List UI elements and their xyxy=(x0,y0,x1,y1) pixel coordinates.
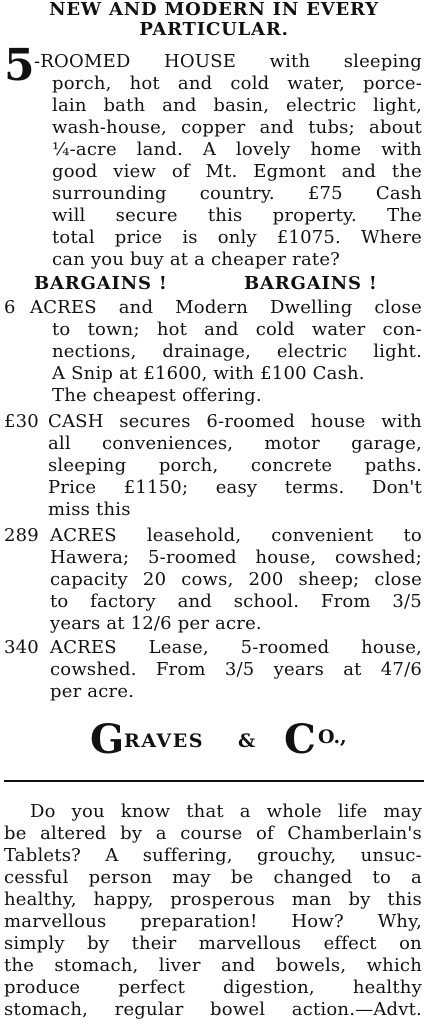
advert-line-5: healthy, happy, prosperous man by this xyxy=(4,889,422,910)
advert-line-3: Tablets? A suffering, grouchy, unsuc- xyxy=(4,845,422,866)
listing-3-line-1: ACRES leasehold, convenient to xyxy=(50,525,422,546)
advert-line-7: simply by their marvellous effect on xyxy=(4,933,422,954)
headline-line-2: PARTICULAR. xyxy=(139,19,289,40)
house-line-6: good view of Mt. Egmont and the xyxy=(52,161,422,182)
listing-1-line-4: A Snip at £1600, with £100 Cash. xyxy=(52,363,365,384)
listing-2-line-1: CASH secures 6-roomed house with xyxy=(48,411,422,432)
section-divider xyxy=(4,780,424,782)
advert-line-4: cessful person may be changed to a xyxy=(4,867,422,888)
listing-1-prefix: 6 xyxy=(4,297,16,318)
headline-line-1: NEW AND MODERN IN EVERY xyxy=(49,0,379,20)
listing-1-line-3: nections, drainage, electric light. xyxy=(52,341,422,362)
drop-cap-5: 5 xyxy=(4,40,35,91)
listing-4-line-2: cowshed. From 3/5 years at 47/6 xyxy=(50,659,422,680)
house-line-2: porch, hot and cold water, porce- xyxy=(52,73,422,94)
listing-3-line-2: Hawera; 5-roomed house, cowshed; xyxy=(50,547,422,568)
house-line-10: can you buy at a cheaper rate? xyxy=(52,249,341,270)
firm-initial-c: C xyxy=(284,716,316,763)
advert-line-8: the stomach, liver and bowels, which xyxy=(4,955,422,976)
listing-2-line-2: all conveniences, motor garage, xyxy=(48,433,422,454)
listing-2-line-5: miss this xyxy=(48,499,131,520)
house-line-9: total price is only £1075. Where xyxy=(52,227,422,248)
listing-1-line-1: ACRES and Modern Dwelling close xyxy=(30,297,422,318)
listing-3-line-3: capacity 20 cows, 200 sheep; close xyxy=(50,569,422,590)
firm-initial-g: G xyxy=(90,716,125,763)
listing-4-line-3: per acre. xyxy=(50,681,135,702)
bargains-left: BARGAINS ! xyxy=(34,273,168,294)
firm-name xyxy=(90,716,350,766)
house-line-1: -ROOMED HOUSE with sleeping xyxy=(34,51,422,72)
listing-3-prefix: 289 xyxy=(4,525,39,546)
listing-2-prefix: £30 xyxy=(4,411,39,432)
house-line-8: will secure this property. The xyxy=(52,205,422,226)
advert-line-10: stomach, regular bowel action.—Advt. xyxy=(4,999,422,1020)
listing-1-line-2: to town; hot and cold water con- xyxy=(52,319,422,340)
listing-3-line-5: years at 12/6 per acre. xyxy=(50,613,262,634)
house-line-4: wash-house, copper and tubs; about xyxy=(52,117,422,138)
advert-line-2: be altered by a course of Chamberlain's xyxy=(4,823,422,844)
house-line-7: surrounding country. £75 Cash xyxy=(52,183,422,204)
listing-1-line-5: The cheapest offering. xyxy=(52,385,262,406)
advert-line-6: marvellous preparation! How? Why, xyxy=(4,911,422,932)
listing-2-line-4: Price £1150; easy terms. Don't xyxy=(48,477,422,498)
advert-line-9: produce perfect digestion, healthy xyxy=(4,977,422,998)
listing-3-line-4: to factory and school. From 3/5 xyxy=(50,591,422,612)
house-line-5: ¼-acre land. A lovely home with xyxy=(52,139,422,160)
listing-4-line-1: ACRES Lease, 5-roomed house, xyxy=(50,637,422,658)
firm-ampersand: & xyxy=(238,730,256,752)
firm-name-rest: RAVES xyxy=(124,730,205,752)
listing-2-line-3: sleeping porch, concrete paths. xyxy=(48,455,422,476)
house-line-3: lain bath and basin, electric light, xyxy=(52,95,422,116)
listing-4-prefix: 340 xyxy=(4,637,39,658)
firm-co-rest: O., xyxy=(318,726,347,748)
bargains-right: BARGAINS ! xyxy=(244,273,378,294)
advert-line-1: Do you know that a whole life may xyxy=(30,801,422,822)
